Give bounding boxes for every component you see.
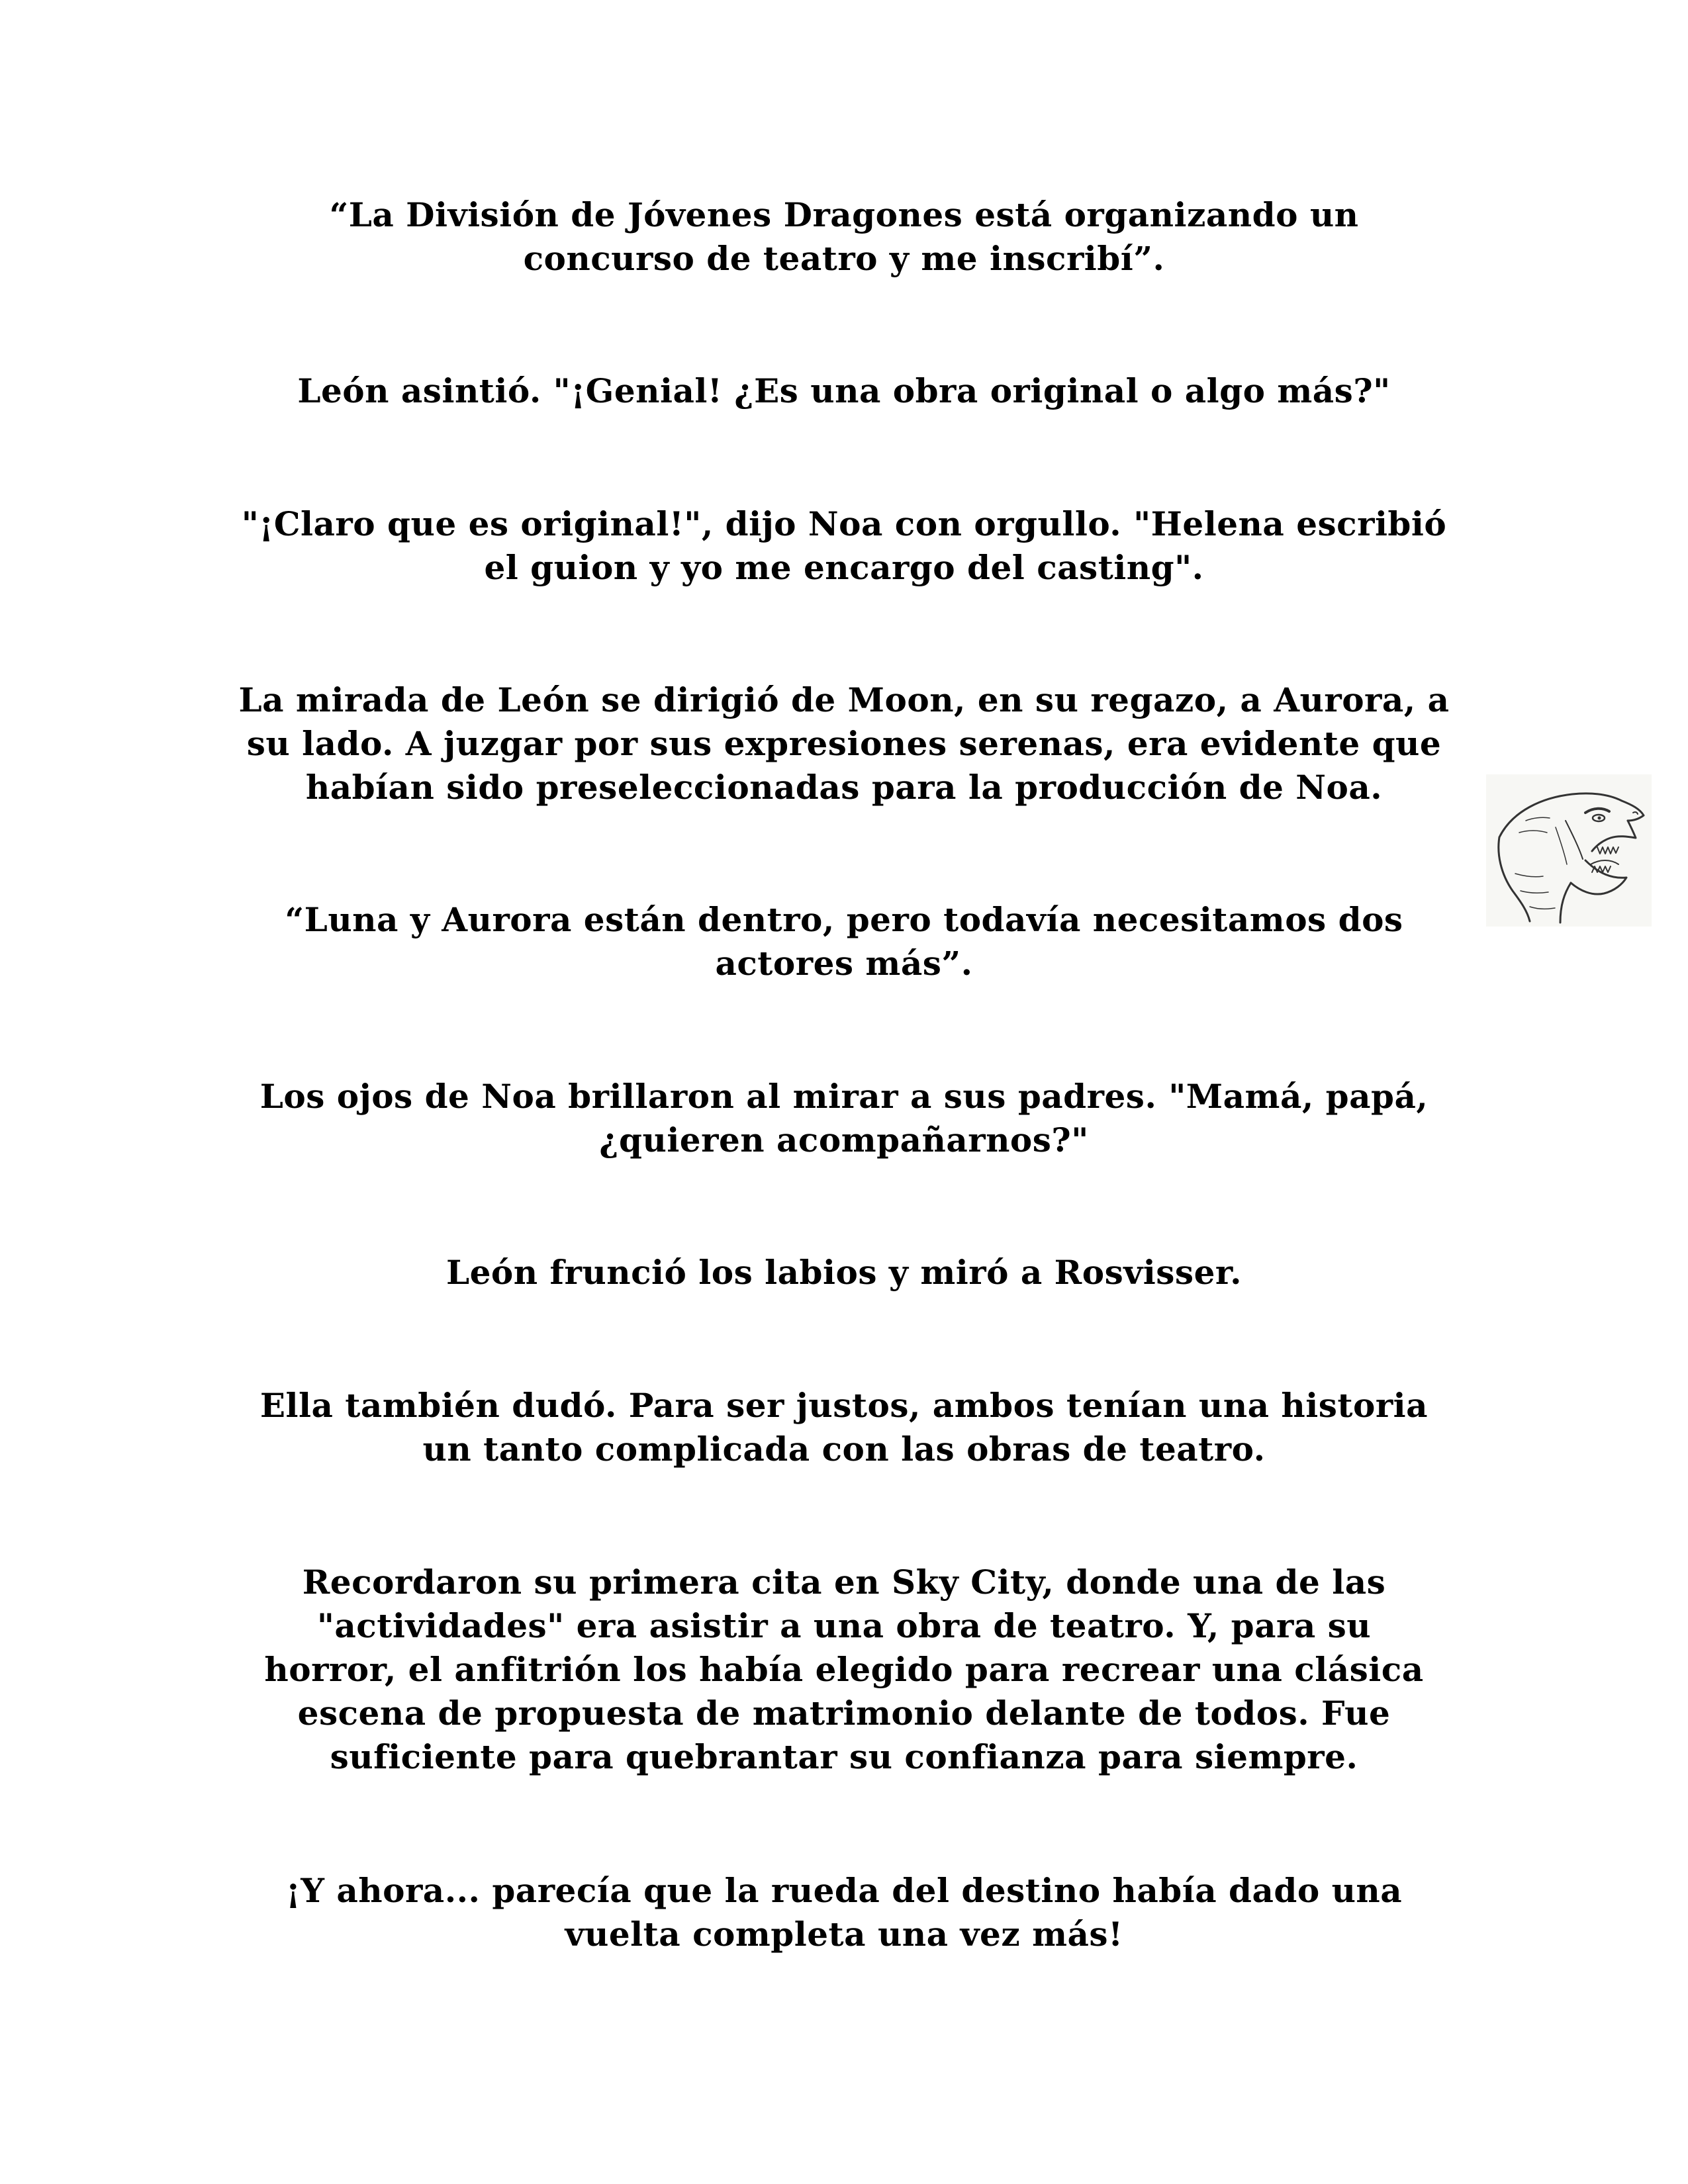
- paragraph-line: el guion y yo me encargo del casting".: [484, 548, 1204, 587]
- paragraph-10: [199, 1869, 1489, 1956]
- paragraph-line: “La División de Jóvenes Dragones está organizando un: [329, 195, 1359, 234]
- paragraph-line: La mirada de León se dirigió de Moon, en su regazo, a Aurora, a: [238, 680, 1450, 719]
- paragraph-line: actores más”.: [715, 944, 973, 983]
- paragraph-line: ¡Y ahora... parecía que la rueda del destino había dado una: [285, 1871, 1403, 1910]
- paragraph-line: Ella también dudó. Para ser justos, ambos tenían una historia: [259, 1386, 1429, 1425]
- paragraph-line: habían sido preseleccionadas para la producción de Noa.: [305, 768, 1383, 807]
- paragraph-9: [199, 1561, 1489, 1779]
- paragraph-line: ¿quieren acompañarnos?": [599, 1120, 1089, 1160]
- paragraph-line: "actividades" era asistir a una obra de teatro. Y, para su: [316, 1606, 1372, 1645]
- paragraph-4: [199, 678, 1489, 809]
- paragraph-line: León frunció los labios y miró a Rosvisser.: [445, 1253, 1243, 1292]
- paragraph-1: [199, 193, 1489, 281]
- paragraph-line: Recordaron su primera cita en Sky City, donde una de las: [302, 1563, 1386, 1602]
- paragraph-2: [199, 369, 1489, 413]
- paragraph-line: horror, el anfitrión los había elegido para recrear una clásica: [264, 1650, 1424, 1689]
- paragraph-line: León asintió. "¡Genial! ¿Es una obra original o algo más?": [297, 371, 1391, 410]
- paragraph-line: Los ojos de Noa brillaron al mirar a sus padres. "Mamá, papá,: [259, 1077, 1429, 1116]
- paragraph-line: “Luna y Aurora están dentro, pero todavía necesitamos dos: [285, 900, 1403, 939]
- paragraph-line: "¡Claro que es original!", dijo Noa con orgullo. "Helena escribió: [241, 504, 1447, 543]
- paragraph-line: su lado. A juzgar por sus expresiones serenas, era evidente que: [246, 724, 1442, 763]
- dragon-head-sketch-icon: [1486, 774, 1652, 927]
- paragraph-8: [199, 1384, 1489, 1471]
- paragraph-line: un tanto complicada con las obras de teatro.: [422, 1430, 1266, 1469]
- paragraph-6: [199, 1075, 1489, 1162]
- paragraph-line: vuelta completa una vez más!: [565, 1915, 1123, 1954]
- paragraph-line: suficiente para quebrantar su confianza para siempre.: [330, 1737, 1358, 1776]
- paragraph-7: [199, 1251, 1489, 1295]
- paragraph-line: escena de propuesta de matrimonio delante de todos. Fue: [297, 1694, 1391, 1733]
- paragraph-line: concurso de teatro y me inscribí”.: [523, 239, 1165, 278]
- paragraph-3: [199, 502, 1489, 590]
- paragraph-5: [199, 898, 1489, 985]
